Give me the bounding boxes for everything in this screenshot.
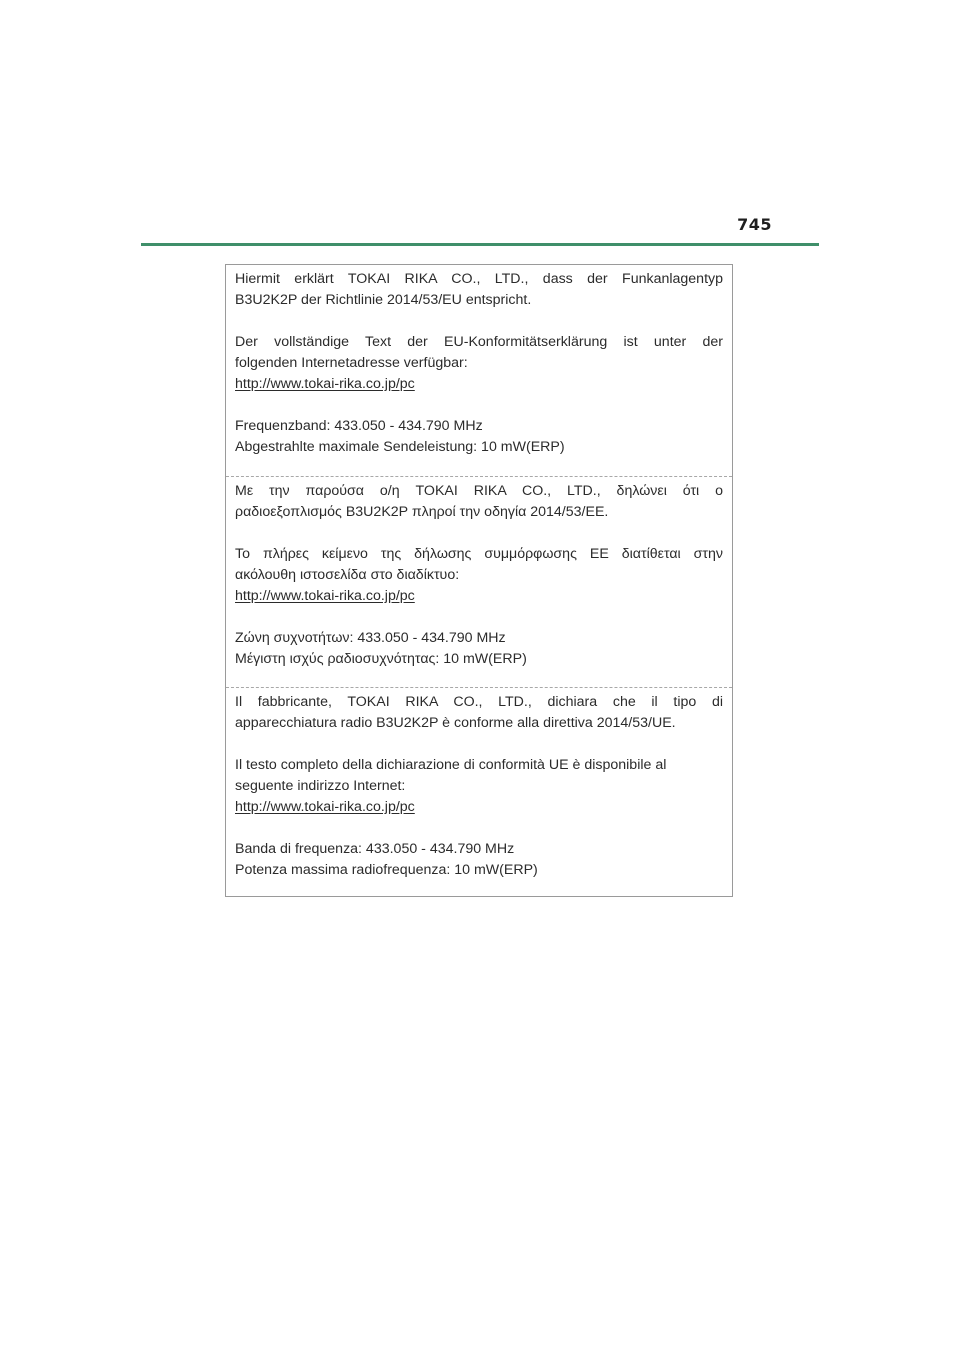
- frequency-band: Ζώνη συχνοτήτων: 433.050 - 434.790 MHz: [235, 630, 506, 646]
- declaration-section-greek: [226, 476, 732, 687]
- declaration-url-link[interactable]: http://www.tokai-rika.co.jp/pc: [235, 588, 415, 604]
- declaration-statement: [235, 269, 723, 311]
- frequency-band: Frequenzband: 433.050 - 434.790 MHz: [235, 418, 483, 434]
- radio-specs: [235, 628, 723, 670]
- page-number: 745: [737, 215, 772, 234]
- radio-specs: [235, 839, 723, 881]
- text-line: Με την παρούσα ο/η TOKAI RIKA CO., LTD., δηλώνει ότι ο: [235, 483, 723, 499]
- text-line: Der vollständige Text der EU-Konformitätserklärung ist unter der: [235, 334, 723, 350]
- text-line: B3U2K2P der Richtlinie 2014/53/EU entspricht.: [235, 292, 532, 308]
- fulltext-availability: [235, 544, 723, 607]
- text-line: folgenden Internetadresse verfügbar:: [235, 355, 468, 371]
- text-line: seguente indirizzo Internet:: [235, 778, 406, 794]
- declaration-statement: [235, 481, 723, 523]
- text-line: ραδιοεξοπλισμός B3U2K2P πληροί την οδηγία 2014/53/ΕΕ.: [235, 504, 609, 520]
- fulltext-availability: [235, 755, 723, 818]
- declaration-statement: [235, 692, 723, 734]
- radio-specs: [235, 416, 723, 458]
- text-line: Το πλήρες κείμενο της δήλωσης συμμόρφωσης ΕΕ διατίθεται στην: [235, 546, 723, 562]
- text-line: Il fabbricante, TOKAI RIKA CO., LTD., dichiara che il tipo di: [235, 694, 723, 710]
- text-line: ακόλουθη ιστοσελίδα στο διαδίκτυο:: [235, 567, 460, 583]
- text-line: Hiermit erklärt TOKAI RIKA CO., LTD., dass der Funkanlagentyp: [235, 271, 723, 287]
- declaration-section-german: [226, 265, 732, 476]
- declaration-section-italian: [226, 687, 732, 898]
- declaration-url-link[interactable]: http://www.tokai-rika.co.jp/pc: [235, 799, 415, 815]
- header-rule: [141, 243, 819, 246]
- text-line: Il testo completo della dichiarazione di conformità UE è disponibile al: [235, 757, 667, 773]
- fulltext-availability: [235, 332, 723, 395]
- max-power: Potenza massima radiofrequenza: 10 mW(ERP): [235, 862, 538, 878]
- max-power: Μέγιστη ισχύς ραδιοσυχνότητας: 10 mW(ERP): [235, 651, 527, 667]
- declaration-box: [225, 264, 733, 897]
- text-line: apparecchiatura radio B3U2K2P è conforme alla direttiva 2014/53/UE.: [235, 715, 676, 731]
- frequency-band: Banda di frequenza: 433.050 - 434.790 MHz: [235, 841, 515, 857]
- max-power: Abgestrahlte maximale Sendeleistung: 10 mW(ERP): [235, 439, 565, 455]
- declaration-url-link[interactable]: http://www.tokai-rika.co.jp/pc: [235, 376, 415, 392]
